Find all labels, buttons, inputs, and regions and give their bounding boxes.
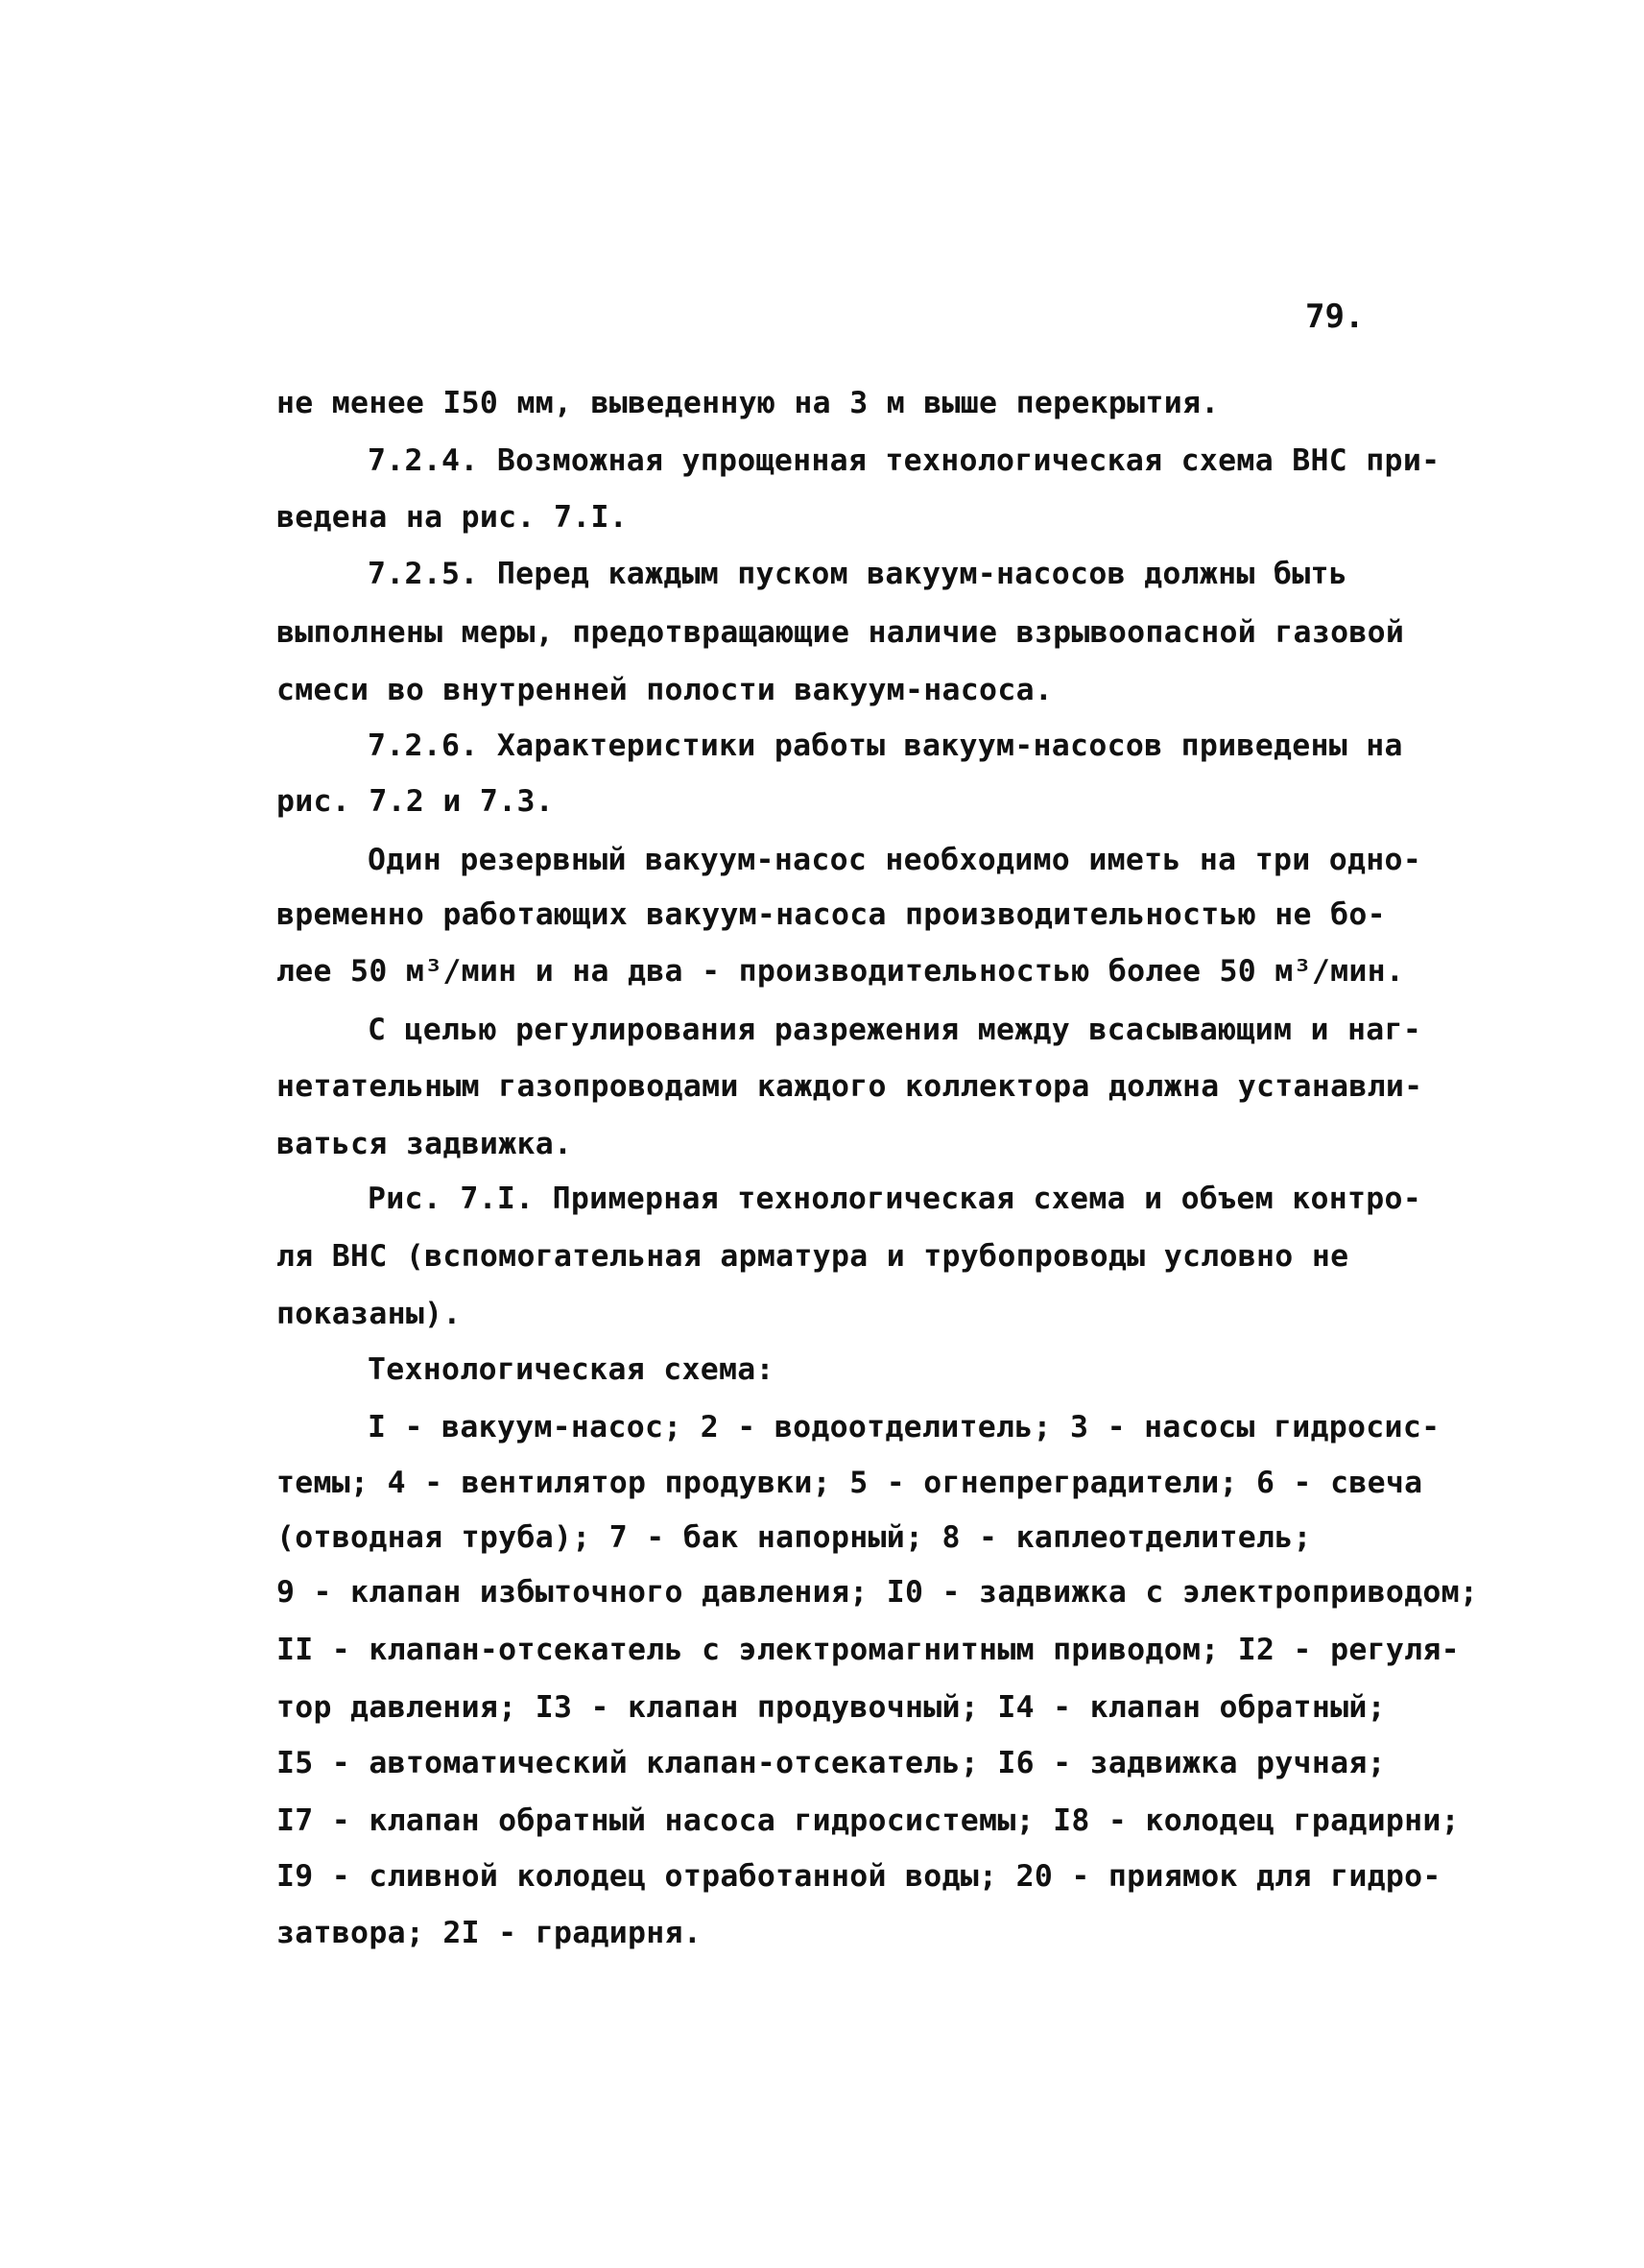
- text-line: смеси во внутренней полости вакуум-насоса.: [276, 673, 1054, 707]
- text-line: 7.2.5. Перед каждым пуском вакуум-насосов должны быть: [368, 557, 1348, 591]
- text-line: ля ВНС (вспомогательная арматура и трубопроводы условно не: [276, 1239, 1349, 1274]
- text-line: не менее I50 мм, выведенную на 3 м выше перекрытия.: [276, 386, 1220, 420]
- text-line: С целью регулирования разрежения между всасывающим и наг-: [368, 1013, 1422, 1047]
- text-line: лее 50 м³/мин и на два - производительностью более 50 м³/мин.: [276, 954, 1405, 989]
- text-line: 9 - клапан избыточного давления; I0 - задвижка с электроприводом;: [276, 1575, 1479, 1610]
- text-line: (отводная труба); 7 - бак напорный; 8 - каплеотделитель;: [276, 1520, 1312, 1555]
- page-number: 79.: [1305, 298, 1365, 336]
- text-line: 7.2.6. Характеристики работы вакуум-насосов приведены на: [368, 728, 1403, 763]
- text-line: временно работающих вакуум-насоса производительностью не бо-: [276, 897, 1386, 932]
- text-line: Рис. 7.I. Примерная технологическая схема и объем контро-: [368, 1182, 1422, 1216]
- text-line: Один резервный вакуум-насос необходимо иметь на три одно-: [368, 843, 1422, 877]
- text-line: I9 - сливной колодец отработанной воды; 20 - приямок для гидро-: [276, 1859, 1441, 1894]
- text-line: II - клапан-отсекатель с электромагнитным приводом; I2 - регуля-: [276, 1633, 1460, 1667]
- text-line: темы; 4 - вентилятор продувки; 5 - огнепреградители; 6 - свеча: [276, 1466, 1423, 1500]
- text-line: показаны).: [276, 1297, 462, 1331]
- text-line: ведена на рис. 7.I.: [276, 500, 629, 535]
- text-line: ваться задвижка.: [276, 1127, 573, 1161]
- text-line: I5 - автоматический клапан-отсекатель; I6 - задвижка ручная;: [276, 1746, 1386, 1780]
- text-line: тор давления; I3 - клапан продувочный; I4 - клапан обратный;: [276, 1690, 1386, 1725]
- text-line: рис. 7.2 и 7.3.: [276, 784, 554, 819]
- text-line: Технологическая схема:: [368, 1352, 774, 1387]
- text-line: нетательным газопроводами каждого коллектора должна устанавли-: [276, 1069, 1423, 1104]
- text-line: I - вакуум-насос; 2 - водоотделитель; 3 - насосы гидросис-: [368, 1410, 1441, 1444]
- text-line: затвора; 2I - градирня.: [276, 1916, 703, 1950]
- text-line: 7.2.4. Возможная упрощенная технологическая схема ВНС при-: [368, 443, 1441, 478]
- text-line: выполнены меры, предотвращающие наличие взрывоопасной газовой: [276, 615, 1405, 650]
- text-line: I7 - клапан обратный насоса гидросистемы; I8 - колодец градирни;: [276, 1803, 1460, 1838]
